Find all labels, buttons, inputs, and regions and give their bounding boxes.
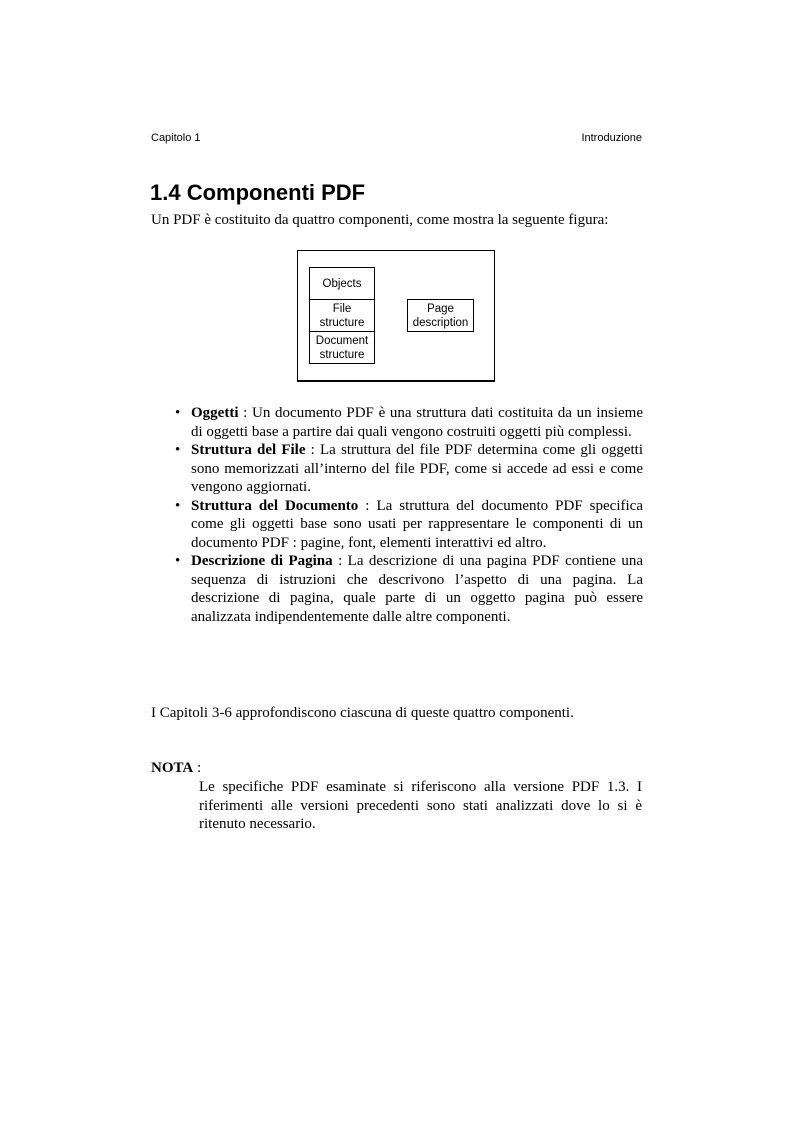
bullet-icon: • [175,497,181,514]
figure-label-page-description: Page description [412,302,469,329]
figure-box-page-description [407,299,474,332]
bullet-term: Descrizione di Pagina [191,553,333,569]
figure-label-objects: Objects [322,277,362,290]
bullet-text: : La struttura del documento PDF specifica come gli oggetti base sono usati per rappresentare le componenti di un documento PDF : pagine, font, elementi interattivi ed altro. [191,497,643,551]
running-header-chapter: Capitolo 1 [151,132,201,144]
running-header-section: Introduzione [581,132,642,144]
intro-paragraph: Un PDF è costituito da quattro componenti, come mostra la seguente figura: [151,212,609,228]
figure-box-file-structure [309,299,375,332]
pdf-components-figure [297,250,495,382]
figure-box-objects [309,267,375,300]
figure-label-document-structure: Document structure [315,334,369,361]
bullet-icon: • [175,442,181,458]
bullet-icon: • [175,405,181,421]
section-title: 1.4 Componenti PDF [150,180,366,205]
list-item-struttura-file [175,441,643,497]
bullet-term: Struttura del File [191,442,306,458]
note-label: NOTA [151,760,194,776]
bullet-text: : Un documento PDF è una struttura dati costituita da un insieme di oggetti base a partire dai quali vengono costruiti oggetti più complessi. [191,405,643,440]
bullet-term: Struttura del Documento [191,497,359,514]
list-item-descrizione-pagina [175,552,643,626]
components-bullet-list [175,404,643,626]
figure-box-document-structure [309,331,375,364]
bullet-text: : La struttura del file PDF determina come gli oggetti sono memorizzati all’interno del file PDF, come si accede ad essi e come vengono aggiornati. [191,442,643,495]
note-heading [151,759,201,778]
bullet-icon: • [175,553,181,569]
chapters-paragraph: I Capitoli 3-6 approfondiscono ciascuna di queste quattro componenti. [151,705,574,721]
note-label-suffix: : [193,760,202,776]
figure-label-file-structure: File structure [319,302,365,329]
list-item-oggetti [175,404,643,441]
bullet-term: Oggetti [191,405,239,421]
list-item-struttura-documento [175,497,643,553]
note-paragraph: Le specifiche PDF esaminate si riferiscono alla versione PDF 1.3. I riferimenti alle versioni precedenti sono stati analizzati dove lo si è ritenuto necessario. [199,779,642,832]
bullet-text: : La descrizione di una pagina PDF contiene una sequenza di istruzioni che descrivono l’aspetto di una pagina. La descrizione di pagina, quale parte di un oggetto pagina può essere analizzata indipendentemente dalle altre componenti. [191,553,643,625]
